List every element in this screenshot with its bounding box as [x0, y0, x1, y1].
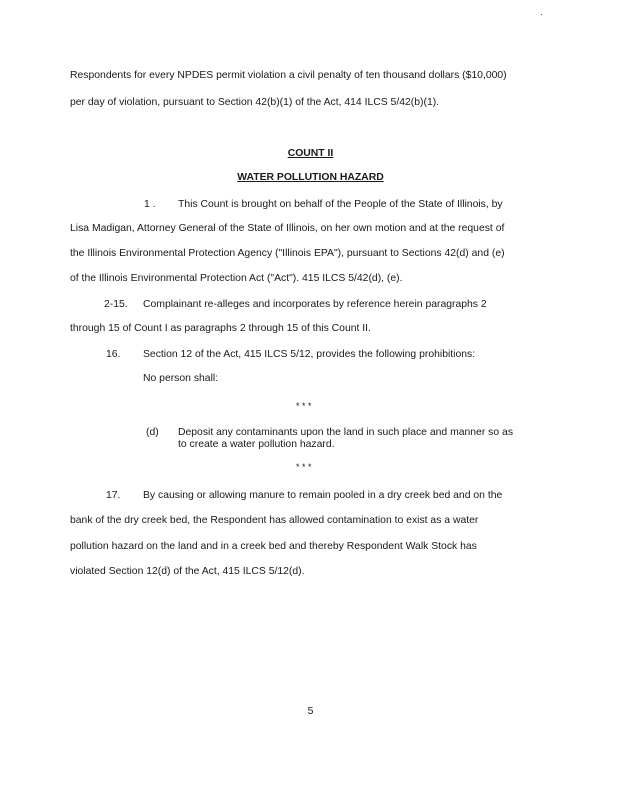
paragraph-2-15-number: 2-15.	[104, 299, 128, 310]
paragraph-2-15-line-1: Complainant re-alleges and incorporates by reference herein paragraphs 2	[143, 299, 487, 310]
paragraph-1-line-1: This Count is brought on behalf of the People of the State of Illinois, by	[178, 199, 503, 210]
clause-d-line-2: to create a water pollution hazard.	[178, 439, 335, 450]
count-subtitle: WATER POLLUTION HAZARD	[237, 172, 384, 183]
paragraph-16-line-1: Section 12 of the Act, 415 ILCS 5/12, provides the following prohibitions:	[143, 349, 476, 360]
paragraph-16-number: 16.	[106, 349, 121, 360]
intro-line-2: per day of violation, pursuant to Section 42(b)(1) of the Act, 414 ILCS 5/42(b)(1).	[70, 97, 440, 108]
page-number: 5	[307, 706, 314, 717]
paragraph-1-number: 1 .	[144, 199, 156, 210]
intro-line-1: Respondents for every NPDES permit violation a civil penalty of ten thousand dollars ($10,000)	[70, 70, 507, 81]
paragraph-2-15-line-2: through 15 of Count I as paragraphs 2 through 15 of this Count II.	[70, 323, 371, 334]
paragraph-1-line-2: Lisa Madigan, Attorney General of the State of Illinois, on her own motion and at the request of	[70, 223, 505, 234]
count-title: COUNT II	[287, 148, 334, 159]
paragraph-17-line-4: violated Section 12(d) of the Act, 415 ILCS 5/12(d).	[70, 566, 305, 577]
paragraph-17-line-3: pollution hazard on the land and in a creek bed and thereby Respondent Walk Stock has	[70, 541, 477, 552]
paragraph-17-number: 17.	[106, 490, 121, 501]
paragraph-17-line-2: bank of the dry creek bed, the Respondent has allowed contamination to exist as a water	[70, 515, 479, 526]
clause-d-label: (d)	[146, 427, 159, 438]
paragraph-16-line-2: No person shall:	[143, 373, 219, 384]
paragraph-1-line-3: the Illinois Environmental Protection Agency ("Illinois EPA"), pursuant to Sections 42(d) and (e)	[70, 248, 505, 259]
scan-speck	[541, 14, 542, 15]
ellipsis-2: * * *	[296, 462, 312, 472]
clause-d-line-1: Deposit any contaminants upon the land in such place and manner so as	[178, 427, 514, 438]
paragraph-1-line-4: of the Illinois Environmental Protection Act ("Act"). 415 ILCS 5/42(d), (e).	[70, 273, 403, 284]
ellipsis-1: * * *	[296, 401, 312, 411]
paragraph-17-line-1: By causing or allowing manure to remain pooled in a dry creek bed and on the	[143, 490, 503, 501]
